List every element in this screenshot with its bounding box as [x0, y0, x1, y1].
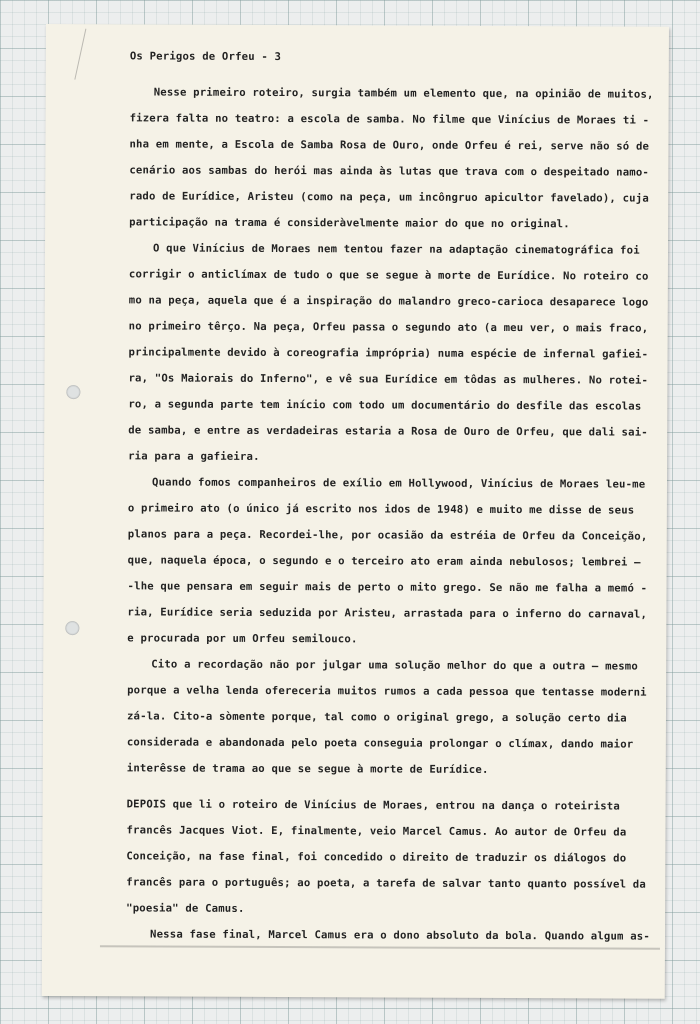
text-line: corrigir o anticlímax de tudo o que se segue à morte de Eurídice. No roteiro co — [128, 268, 649, 283]
pencil-mark — [74, 29, 86, 80]
text-line: Quando fomos companheiros de exílio em Hollywood, Vinícius de Moraes leu-me — [151, 476, 646, 491]
text-line: ra, "Os Maiorais do Inferno", e vê sua Eurídice em tôdas as mulheres. No rotei- — [128, 372, 649, 387]
text-line: Nesse primeiro roteiro, surgia também um elemento que, na opinião de muitos, — [153, 86, 654, 101]
paragraph — [126, 791, 647, 923]
text-line: "poesia" de Camus. — [126, 902, 245, 915]
text-line: Nessa fase final, Marcel Camus era o dono absoluto da bola. Quando algum as- — [150, 928, 650, 943]
text-line: Cito a recordação não por julgar uma solução melhor do que a outra — mesmo — [151, 658, 639, 673]
text-line: de samba, e entre as verdadeiras estaria a Rosa de Ouro de Orfeu, que dali sai- — [128, 424, 648, 439]
text-line: cenário aos sambas do herói mas ainda às lutas que trava com o despeitado namo- — [129, 164, 650, 179]
text-line: porque a velha lenda ofereceria muitos rumos a cada pessoa que tentasse moderni — [127, 684, 647, 699]
paragraph — [127, 469, 648, 653]
text-line: Conceição, na fase final, foi concedido o direito de traduzir os diálogos do — [126, 850, 627, 865]
text-line: -lhe que pensara em seguir mais de perto o mito grego. Se não me falha a memó - — [127, 580, 648, 595]
text-line: interêsse de trama ao que se segue à morte de Eurídice. — [126, 762, 489, 776]
text-line: o primeiro ato (o único já escrito nos idos de 1948) e muito me disse de seus — [127, 502, 635, 517]
paragraph — [129, 79, 654, 237]
punch-hole-icon — [65, 621, 79, 635]
text-line: rado de Eurídice, Aristeu (como na peça, um incôngruo apicultor favelado), cuja — [129, 190, 649, 205]
paragraph — [128, 235, 649, 471]
text-line: ria para a gafieira. — [128, 450, 260, 463]
punch-hole-icon — [66, 385, 80, 399]
text-line: zá-la. Cito-a sòmente porque, tal como o original grego, a solução certo dia — [126, 710, 627, 725]
text-line: principalmente devido à coreografia imprópria) numa espécie de infernal gafiei- — [128, 346, 649, 361]
text-line: e procurada por um Orfeu semilouco. — [127, 632, 358, 646]
text-line: francês para o português; ao poeta, a tarefa de salvar tanto quanto possível da — [126, 876, 646, 891]
text-line: que, naquela época, o segundo e o terceiro ato eram ainda nebulosos; lembrei — — [127, 554, 641, 569]
text-line: ro, a segunda parte tem início com todo um documentário do desfile das escolas — [128, 398, 642, 413]
text-line: no primeiro têrço. Na peça, Orfeu passa o segundo ato (a meu ver, o mais fraco, — [128, 320, 649, 335]
text-line: planos para a peça. Recordei-lhe, por ocasião da estréia de Orfeu da Conceição, — [127, 528, 648, 543]
text-line: francês Jacques Viot. E, finalmente, veio Marcel Camus. Ao autor de Orfeu da — [126, 824, 627, 839]
paragraph — [127, 651, 648, 783]
text-line: ria, Eurídice seria seduzida por Aristeu, arrastada para o inferno do carnaval, — [127, 606, 648, 621]
text-line: fizera falta no teatro: a escola de samba. No filme que Vinícius de Moraes ti - — [129, 112, 650, 127]
text-line: DEPOIS que li o roteiro de Vinícius de Moraes, entrou na dança o roteirista — [126, 798, 620, 813]
text-line: mo na peça, aquela que é a inspiração do malandro greco-carioca desaparece logo — [128, 294, 649, 309]
text-line: participação na trama é consideràvelmente maior do que no original. — [129, 216, 570, 231]
page-header: Os Perigos de Orfeu - 3 — [129, 50, 282, 64]
text-line: nha em mente, a Escola de Samba Rosa de Ouro, onde Orfeu é rei, serve não só de — [129, 138, 650, 153]
text-line: considerada e abandonada pelo poeta conseguia prolongar o clímax, dando maior — [126, 736, 634, 751]
text-line: O que Vinícius de Moraes nem tentou fazer na adaptação cinematográfica foi — [152, 242, 640, 257]
typewritten-page — [42, 24, 669, 999]
typed-text — [126, 43, 654, 949]
